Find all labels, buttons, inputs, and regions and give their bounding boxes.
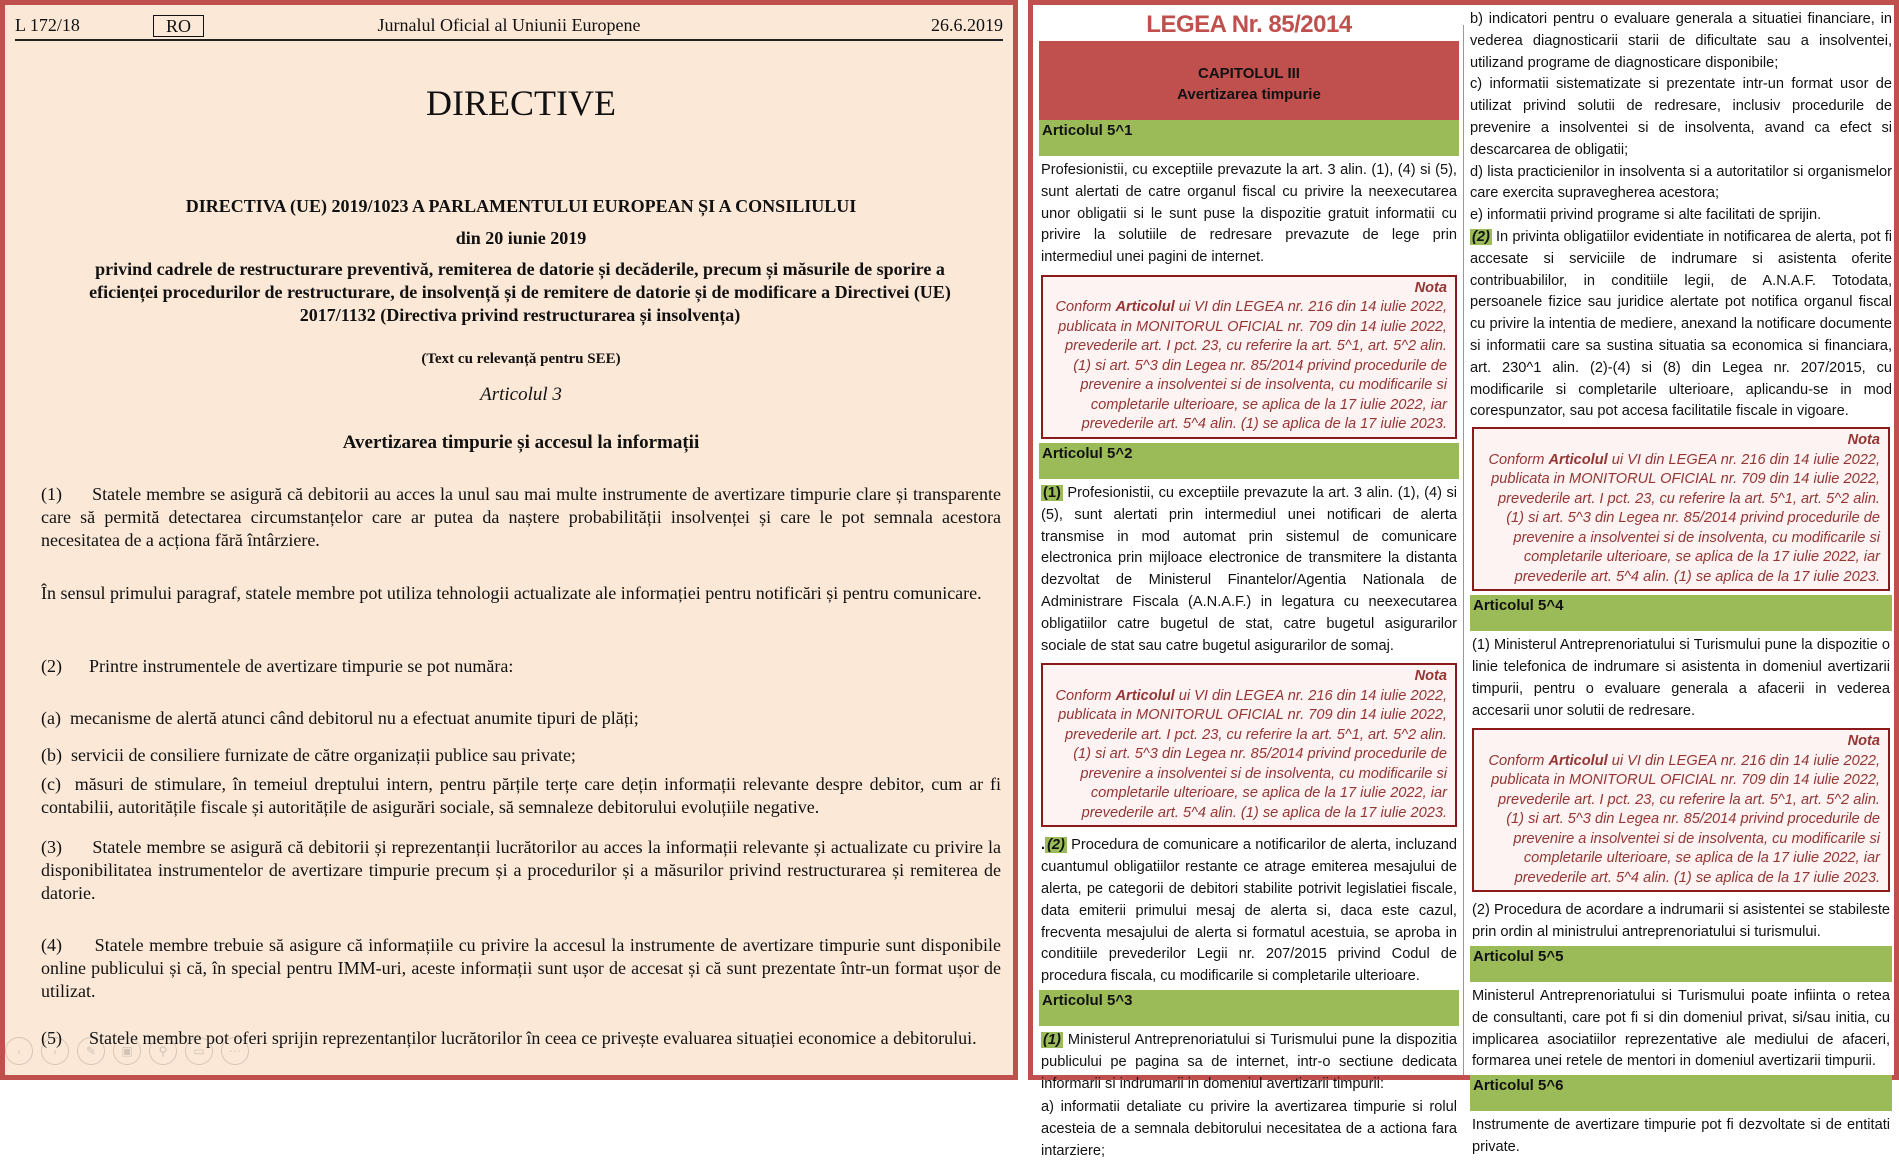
subtitles-icon[interactable]: ▭ [185, 1037, 213, 1065]
chapter-number: CAPITOLUL III [1198, 65, 1300, 82]
next-icon[interactable]: › [41, 1037, 69, 1065]
item-d: d) lista practicienilor in insolventa si a autoritatilor si organismelor care exercita supravegherea acestora; [1470, 163, 1892, 202]
paragraph-text: Procedura de comunicare a notificarilor de alerta, incluzand cuantumul obligatiilor restante ce atrage emiterea mesajului de alerta, pe categorii de debitori stabilite potrivit legislatiei fiscale, data emiterii primului mesaj de alerta si, daca este cazul, frecventa mesajului de alerta si formatul acestuia, se aproba in conditiile prevederilor Legii nr. 207/2015 privind Codul de procedura fiscala, cu modificarile si completarile ulterioare. [1041, 837, 1457, 985]
item-c: c) informatii sistematizate si prezentate intr-un format usor de utilizat privind solutii de redresare, inclusiv procedurile de prevenire a insolventei si de insolventa, avand ca efect si descarcarea de obligatii; [1470, 76, 1892, 158]
nota-link[interactable]: Articolul [1115, 687, 1175, 704]
paragraph-text: Ministerul Antreprenoriatului si Turismului pune la dispozitia publicului pe pagina sa de internet, intr-o sectiune dedicata informarii si indrumarii in domeniul avertizarii timpurii: [1041, 1031, 1457, 1092]
nota-label: Nota [1847, 733, 1880, 750]
slideshow-controls [5, 1037, 249, 1065]
article-title: Avertizarea timpurie și accesul la informații [342, 432, 700, 453]
nota-text: ui VI din LEGEA nr. 216 din 14 iulie 2022, publicata in MONITORUL OFICIAL nr. 709 din 14 iulie 2022, prevederile art. I pct. 23, cu referire la art. 5^1, art. 5^2 alin. (1) si art. 5^3 din Legea nr. 85/2014 privind procedurile de prevenire a insolventei si de insolventa, cu modificarile si completarile ulterioare, se aplica de la 17 iulie 2022, iar prevederile art. 5^4 alin. (1) se aplica de la 17 iulie 2023. [1058, 299, 1447, 433]
paragraph-4: (4) Statele membre trebuie să asigure că informațiile cu privire la accesul la instrumente de avertizare timpurie sunt disponibile online publicului și că, în special pentru IMM-uri, aceste informații sunt ușor de accesat și că sunt prezentate într-un format ușor de utilizat. [41, 935, 1006, 1001]
pen-icon[interactable]: ✎ [77, 1037, 105, 1065]
slides-icon[interactable]: ▣ [113, 1037, 141, 1065]
article-5-3-heading: Articolul 5^3 [1039, 990, 1459, 1026]
journal-ref: L 172/18 [15, 15, 80, 35]
paragraph-2: (2) Printre instrumentele de avertizare timpurie se pot număra: [41, 656, 514, 676]
left-column [1039, 9, 1459, 1165]
item-c: (c) măsuri de stimulare, în temeiul dreptului intern, pentru părțile terțe care dețin informații relevante despre debitor, cum ar fi contabilii, autoritățile fiscale și autoritățile de asigurări sociale, să semnaleze debitorului evoluțiile negative. [41, 774, 1006, 817]
nota-label: Nota [1414, 668, 1447, 685]
law-title: LEGEA Nr. 85/2014 [1146, 11, 1352, 38]
more-icon[interactable]: ··· [221, 1037, 249, 1065]
nota-box [1041, 275, 1457, 439]
nota-link[interactable]: Articolul [1548, 451, 1608, 468]
paragraph-number: (2) [1472, 228, 1490, 245]
paragraph-5: (5) Statele membre pot oferi sprijin reprezentanților lucrătorilor în ceea ce privește evaluarea situației economice a debitorului. [41, 1028, 977, 1048]
article-5-3-p1 [1039, 1026, 1459, 1097]
article-5-6-heading: Articolul 5^6 [1470, 1075, 1892, 1111]
article-5-2-p1 [1039, 479, 1459, 659]
nota-text: ui VI din LEGEA nr. 216 din 14 iulie 2022, publicata in MONITORUL OFICIAL nr. 709 din 14 iulie 2022, prevederile art. I pct. 23, cu referire la art. 5^1, art. 5^2 alin. (1) si art. 5^3 din Legea nr. 85/2014 privind procedurile de prevenire a insolventei si de insolventa, cu modificarile si completarile ulterioare, se aplica de la 17 iulie 2022, iar prevederile art. 5^4 alin. (1) se aplica de la 17 iulie 2023. [1058, 687, 1447, 821]
nota-label: Nota [1414, 279, 1447, 296]
previous-icon[interactable]: ‹ [5, 1037, 33, 1065]
romanian-law-page [1028, 0, 1899, 1159]
prefix: . [1041, 837, 1046, 854]
nota-text: Conform [1055, 687, 1116, 704]
article-5-2-heading: Articolul 5^2 [1039, 443, 1459, 479]
nota-box [1472, 427, 1890, 591]
nota-box [1041, 663, 1457, 827]
column-divider [1463, 25, 1464, 1075]
journal-header [15, 11, 1003, 41]
nota-text: ui VI din LEGEA nr. 216 din 14 iulie 2022, publicata in MONITORUL OFICIAL nr. 709 din 14 iulie 2022, prevederile art. I pct. 23, cu referire la art. 5^1, art. 5^2 alin. (1) si art. 5^3 din Legea nr. 85/2014 privind procedurile de prevenire a insolventei si de insolventa, cu modificarile si completarile ulterioare, se aplica de la 17 iulie 2022, iar prevederile art. 5^4 alin. (1) se aplica de la 17 iulie 2023. [1491, 451, 1880, 585]
directive-title: DIRECTIVA (UE) 2019/1023 A PARLAMENTULUI EUROPEAN ȘI A CONSILIULUI [185, 196, 857, 216]
paragraph-number: (1) [1043, 1031, 1061, 1048]
article-number: Articolul 3 [480, 384, 562, 405]
nota-text: ui VI din LEGEA nr. 216 din 14 iulie 2022, publicata in MONITORUL OFICIAL nr. 709 din 14 iulie 2022, prevederile art. I pct. 23, cu referire la art. 5^1, art. 5^2 alin. (1) si art. 5^3 din Legea nr. 85/2014 privind procedurile de prevenire a insolventei si de insolventa, cu modificarile si completarile ulterioare, se aplica de la 17 iulie 2022, iar prevederile art. 5^4 alin. (1) se aplica de la 17 iulie 2023. [1491, 752, 1880, 886]
item-b: (b) servicii de consiliere furnizate de către organizații publice sau private; [41, 745, 576, 765]
directive-subject: privind cadrele de restructurare preventivă, remiterea de datorie și decăderile, precum și măsurile de sporire a eficienței procedurilor de restructurare, de insolvență și de remitere de datorie și de modificare a Directivei (UE) 2017/1132 (Directiva privind restructurarea și insolvența) [89, 259, 951, 325]
chapter-header [1039, 41, 1459, 120]
nota-link[interactable]: Articolul [1115, 299, 1175, 316]
article-5-2-p2 [1039, 831, 1459, 990]
article-5-3-p2 [1470, 227, 1892, 423]
paragraph-number: (2) [1047, 837, 1065, 854]
article-5-1-text: Profesionistii, cu exceptiile prevazute la art. 3 alin. (1), (4) si (5), sunt alertati de catre organul fiscal cu privire la neexecutarea unor obligatii si le sunt puse la dispozitie gratuit informatii cu privire la solutiile de redresare prevazute de lege prin intermediul unei pagini de internet. [1041, 162, 1457, 266]
chapter-title: Avertizarea timpurie [1177, 86, 1321, 103]
article-5-1-heading: Articolul 5^1 [1039, 120, 1459, 156]
item-a: a) informatii detaliate cu privire la avertizarea timpurie si rolul acesteia de a semnala debitorului necesitatea de a actiona fara intarziere; [1041, 1099, 1457, 1159]
eea-note: (Text cu relevanță pentru SEE) [421, 351, 621, 367]
directive-date: din 20 iunie 2019 [455, 228, 587, 248]
paragraph-text: Profesionistii, cu exceptiile prevazute la art. 3 alin. (1), (4) si (5), sunt alertati prin intermediul unei notificari de alerta transmise in mod automat prin sistemul de comunicare electronica prin mijloace electronice de transmitere la distanta dezvoltat de Ministerul Finantelor/Agentia Nationala de Administrare Fiscala (A.N.A.F.) in legatura cu neexecutarea obligatiilor catre bugetul de stat, catre bugetul asigurarilor sociale de stat sau catre bugetul asigurarilor de somaj. [1041, 484, 1457, 654]
eu-directive-page [0, 0, 1018, 1080]
article-5-5-heading: Articolul 5^5 [1470, 946, 1892, 982]
journal-date: 26.6.2019 [931, 15, 1003, 35]
item-b: b) indicatori pentru o evaluare generala a situatiei financiare, in vederea diagnosticarii starii de dificultate sau a insolventei, utilizand programe de diagnosticare disponibile; [1470, 11, 1892, 71]
language-badge: RO [153, 15, 204, 37]
article-5-4-p1: (1) Ministerul Antreprenoriatului si Turismului pune la dispozitie o linie telefonica de indrumare si asistenta in domeniul avertizarii timpurii, pentru o evaluare generala a afacerii in vederea accesarii unor solutii de redresare. [1472, 637, 1890, 719]
article-5-5-text: Ministerul Antreprenoriatului si Turismului poate infiinta o retea de consultanti, care pot fi si din domeniul privat, si/sau initia, cu implicarea asociatiilor reprezentative ale mediului de afaceri, formarea unei retele de mentori in domeniul avertizarii timpurii. [1472, 987, 1890, 1070]
paragraph-1-sub: În sensul primului paragraf, statele membre pot utiliza tehnologii actualizate ale informației pentru notificări și pentru comunicare. [41, 583, 982, 603]
nota-link[interactable]: Articolul [1548, 752, 1608, 769]
paragraph-text: In privinta obligatiilor evidentiate in notificarea de alerta, pot fi accesate si serviciile de indrumare si asistenta oferite contribuabililor, in conditiile legii, de A.N.A.F. Totodata, persoanele fizice sau juridice alertate pot notifica organul fiscal cu privire la intentia de mediere, anexand la notificare documente si informatii care sa sustina situatia sa economica si financiara, art. 230^1 alin. (2)-(4) si (8) din Legea nr. 207/2015, cu modificarile si completarile ulterioare, aplicandu-se in mod corespunzator, sau pot accesa facilitatile fiscale in vigoare. [1470, 228, 1892, 420]
journal-name: Jurnalul Oficial al Uniunii Europene [377, 15, 641, 35]
article-5-6-text: Instrumente de avertizare timpurie pot fi dezvoltate si de entitati private. [1472, 1117, 1890, 1155]
paragraph-1: (1) Statele membre se asigură că debitorii au acces la unul sau mai multe instrumente de avertizare timpurie clare și transparente care să permită detectarea circumstanțelor care ar putea da naștere probabilității insolvenței și care le pot semnala acestora necesitatea de a acționa fără întârziere. [41, 484, 1006, 550]
paragraph-3: (3) Statele membre se asigură că debitorii și reprezentanții lucrătorilor au acces la informații relevante și actualizate cu privire la disponibilitatea instrumentelor de avertizare timpurie precum și a procedurilor și a măsurilor privind restructurarea și remiterea de datorie. [41, 837, 1006, 903]
zoom-icon[interactable]: ⚲ [149, 1037, 177, 1065]
nota-text: Conform [1488, 451, 1549, 468]
nota-box [1472, 728, 1890, 892]
article-5-4-p2: (2) Procedura de acordare a indrumarii si asistentei se stabileste prin ordin al ministrului antreprenoriatului si turismului. [1472, 902, 1890, 941]
doc-type: DIRECTIVE [426, 83, 616, 123]
item-e: e) informatii privind programe si alte facilitati de sprijin. [1470, 207, 1822, 224]
nota-label: Nota [1847, 432, 1880, 449]
nota-text: Conform [1055, 299, 1116, 316]
nota-text: Conform [1488, 752, 1549, 769]
article-5-4-heading: Articolul 5^4 [1470, 595, 1892, 631]
paragraph-number: (1) [1043, 484, 1061, 501]
item-a: (a) mecanisme de alertă atunci când debitorul nu a efectuat anumite tipuri de plăți; [41, 708, 639, 728]
right-column [1470, 9, 1892, 1161]
